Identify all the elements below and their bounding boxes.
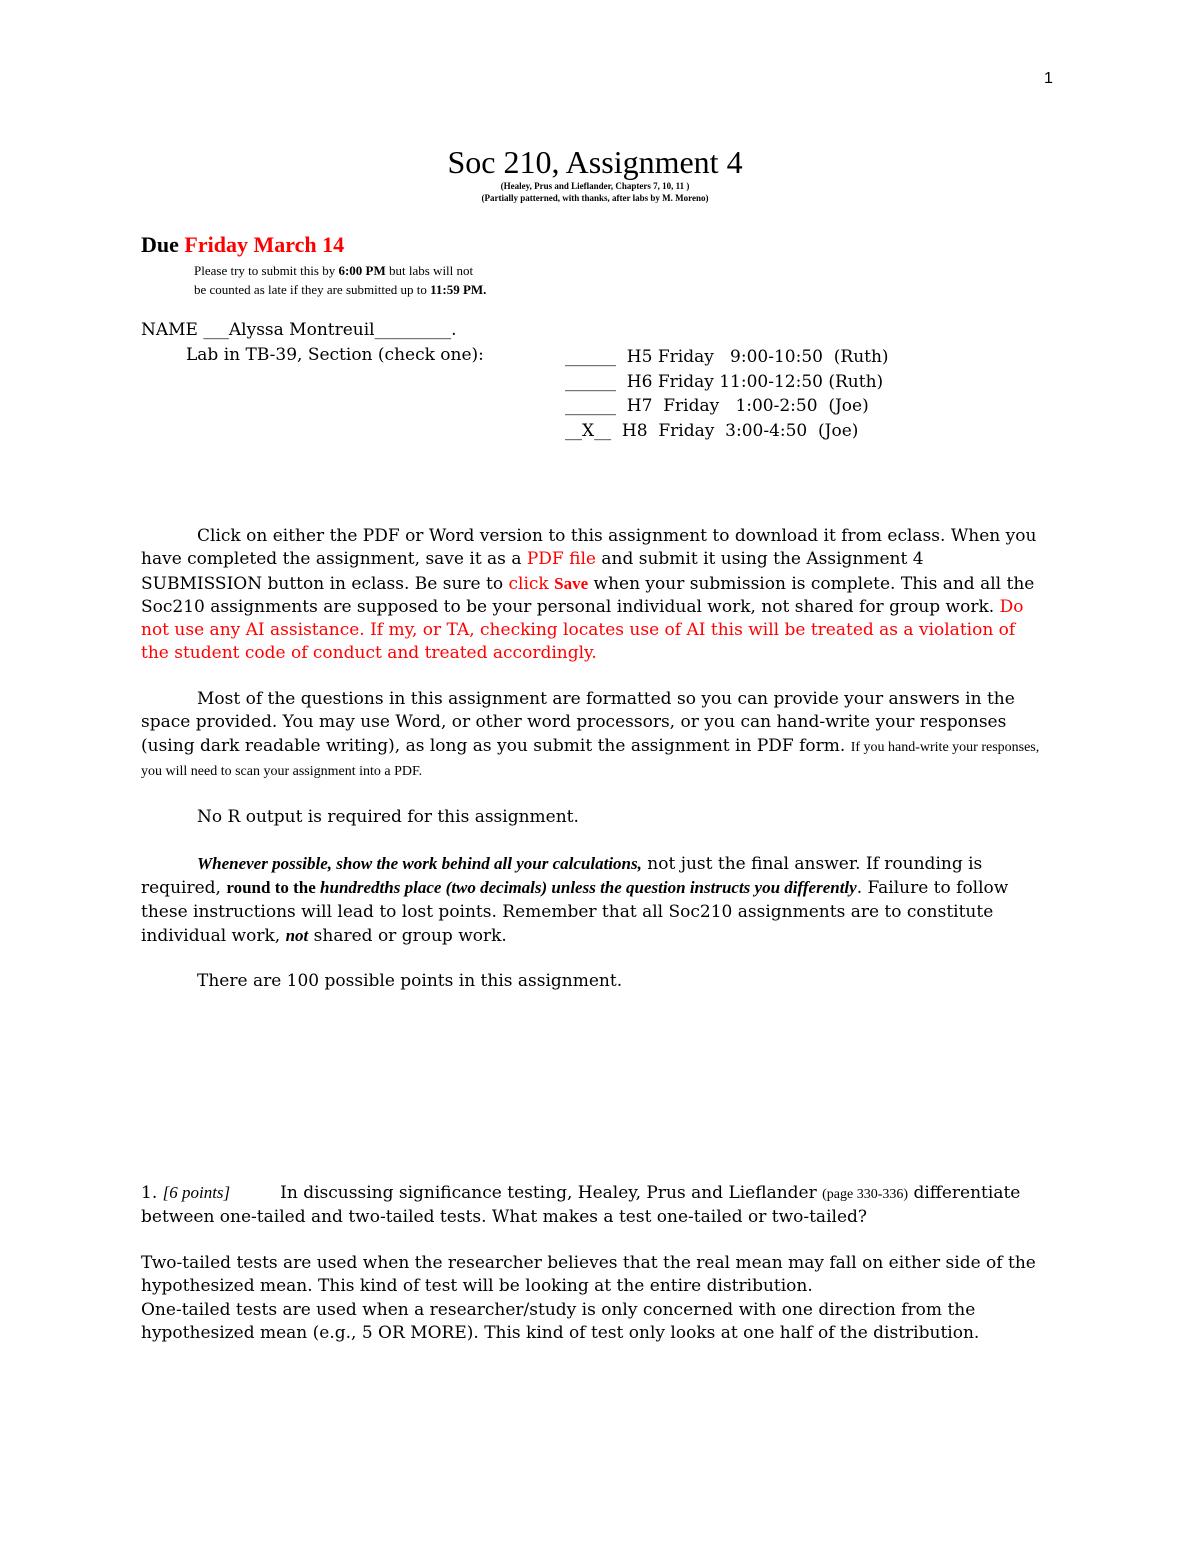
click-highlight: click [508, 573, 555, 594]
due-note-text: Please try to submit this by [194, 263, 339, 278]
paragraph-text-small: If you hand-write your responses, you will need to scan your assignment into a PDF. [141, 739, 1040, 779]
answer-1 [141, 1252, 1041, 1345]
instructions-paragraph-5 [141, 970, 1041, 993]
instructions-paragraph-4 [141, 852, 1041, 948]
section-option-h8: __X__ H8 Friday 3:00-4:50 (Joe) [565, 420, 859, 441]
due-note [194, 261, 486, 299]
section-option-h5: ______ H5 Friday 9:00-10:50 (Ruth) [565, 347, 889, 367]
paragraph-text: and submit it using the Assignment 4 SUBMISSION button in eclass. Be sure to [141, 549, 924, 594]
due-label: Due [141, 232, 179, 257]
paragraph-text: . Failure to follow these instructions will lead to lost points. Remember that all Soc210 assignments are to constitute individual work, [141, 878, 1009, 946]
emphasis-text: round to the [226, 878, 321, 898]
emphasis-text: not [285, 925, 309, 945]
due-time-2: 11:59 PM. [430, 282, 487, 297]
answer-two-tailed: Two-tailed tests are used when the researcher believes that the real mean may fall on either side of the hypothesized mean. This kind of test will be looking at the entire distribution. [141, 1253, 1036, 1297]
pdf-file-highlight: PDF file [526, 549, 596, 570]
ai-warning: Do not use any AI assistance. If my, or TA, checking locates use of AI this will be treated as a violation of the student code of conduct and treated accordingly. [141, 596, 1024, 664]
name-value: Alyssa Montreuil [228, 320, 375, 340]
emphasis-text: hundredths place (two decimals) unless the question instructs you differently [320, 878, 857, 898]
paragraph-text: not just the final answer. If rounding is required, [141, 854, 983, 899]
answer-one-tailed: One-tailed tests are used when a researcher/study is only concerned with one direction from the hypothesized mean (e.g., 5 OR MORE). This kind of test only looks at one half of the distribution. [141, 1299, 980, 1343]
question-pages: (page 330-336) [822, 1187, 909, 1202]
question-points: [6 points] [162, 1183, 231, 1202]
question-text: differentiate between one-tailed and two-tailed tests. What makes a test one-tailed or two-tailed? [141, 1183, 1021, 1228]
page-title: Soc 210, Assignment 4 [447, 144, 743, 180]
name-label: NAME ___ [141, 320, 229, 340]
due-note-text: be counted as late if they are submitted up to [194, 282, 431, 297]
lab-section-list [565, 345, 889, 443]
due-heading [141, 232, 344, 258]
instructions-paragraph-2 [141, 688, 1041, 783]
question-number: 1. [141, 1183, 163, 1203]
section-option-h7: ______ H7 Friday 1:00-2:50 (Joe) [565, 396, 869, 416]
section-option-h6: ______ H6 Friday 11:00-12:50 (Ruth) [565, 371, 884, 392]
emphasis-text: Whenever possible, show the work behind all your calculations, [197, 854, 642, 873]
question-text: In discussing significance testing, Healey, Prus and Lieflander [280, 1183, 823, 1203]
question-1 [141, 1181, 1041, 1230]
paragraph-text: Click on either the PDF or Word version to this assignment to download it from eclass. When you have completed the assignment, save it as a [141, 526, 1037, 570]
due-note-text: but labs will not [385, 263, 474, 278]
instructions-paragraph-1 [141, 525, 1041, 666]
page-number: 1 [1044, 70, 1053, 87]
due-date: Friday March 14 [184, 232, 345, 257]
subtitle-credits: (Partially patterned, with thanks, after labs by M. Moreno) [481, 193, 709, 203]
lab-section-label: Lab in TB-39, Section (check one): [186, 345, 484, 365]
save-highlight: Save [554, 573, 589, 593]
paragraph-text: when your submission is complete. This and all the Soc210 assignments are supposed to be your personal individual work, not shared for group work. [141, 573, 1035, 617]
title-block [0, 144, 1190, 204]
instructions-paragraph-3 [141, 806, 1041, 829]
name-line [141, 320, 457, 340]
paragraph-text: shared or group work. [308, 925, 507, 946]
name-suffix: _________. [374, 320, 457, 340]
paragraph-text: Most of the questions in this assignment are formatted so you can provide your answers in the space provided. You may use Word, or other word processors, or you can hand-write your responses (using dark readable writing), as long as you submit the assignment in PDF form. [141, 689, 1015, 756]
subtitle-chapters: (Healey, Prus and Lieflander, Chapters 7, 10, 11 ) [500, 181, 690, 191]
paragraph-text: There are 100 possible points in this assignment. [197, 971, 623, 991]
paragraph-text: No R output is required for this assignment. [197, 807, 579, 827]
due-time-1: 6:00 PM [338, 263, 386, 278]
